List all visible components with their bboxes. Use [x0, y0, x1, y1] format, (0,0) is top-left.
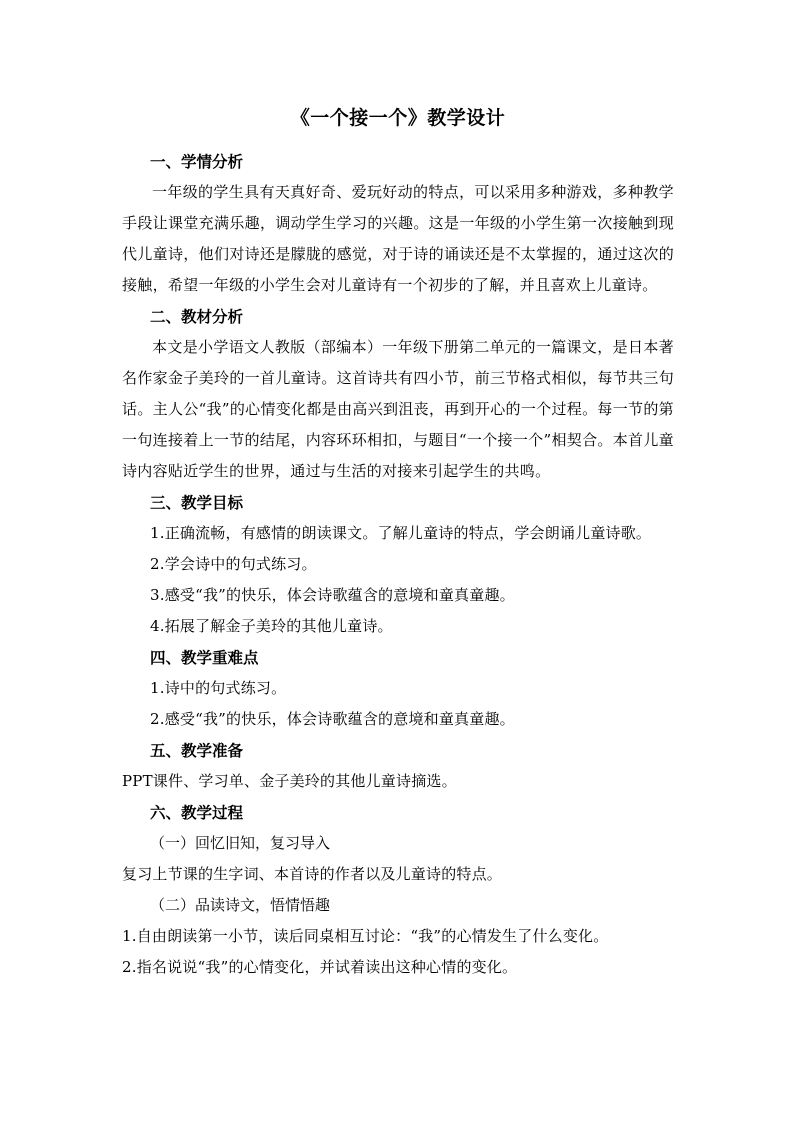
section-heading-material-analysis: 二、教材分析	[150, 307, 244, 326]
section-heading-teaching-goals: 三、教学目标	[150, 493, 244, 512]
process-step-item: 2.指名说说“我”的心情变化，并试着读出这种心情的变化。	[122, 958, 518, 976]
key-point-item: 2.感受“我”的快乐，体会诗歌蕴含的意境和童真童趣。	[150, 710, 515, 728]
section-heading-teaching-process: 六、教学过程	[150, 803, 244, 822]
process-step-item: 1.自由朗读第一小节，读后同桌相互讨论：“我”的心情发生了什么变化。	[122, 927, 609, 945]
key-point-item: 1.诗中的句式练习。	[150, 679, 287, 697]
teaching-goal-item: 1.正确流畅，有感情的朗读课文。了解儿童诗的特点，学会朗诵儿童诗歌。	[150, 524, 652, 542]
teaching-goal-item: 2.学会诗中的句式练习。	[150, 555, 317, 573]
teaching-goal-item: 4.拓展了解金子美玲的其他儿童诗。	[150, 617, 393, 635]
material-analysis-paragraph: 本文是小学语文人教版（部编本）一年级下册第二单元的一篇课文，是日本著名作家金子美玲的一首儿童诗。这首诗共有四小节，前三节格式相似，每节共三句话。主人公“我”的心情变化都是由高兴到沮丧，再到开心的一个过程。每一节的第一句连接着上一节的结尾，内容环环相扣，与题目“一个接一个”相契合。本首儿童诗内容贴近学生的世界，通过与生活的对接来引起学生的共鸣。	[122, 338, 674, 480]
section-heading-learner-analysis: 一、学情分析	[150, 152, 244, 171]
process-subheading-review: （一）回忆旧知，复习导入	[150, 834, 331, 852]
process-subheading-reading: （二）品读诗文，悟情悟趣	[150, 896, 331, 914]
document-title: 《一个接一个》教学设计	[290, 107, 506, 129]
preparation-text: PPT课件、学习单、金子美玲的其他儿童诗摘选。	[122, 772, 457, 790]
section-heading-key-points: 四、教学重难点	[150, 648, 259, 667]
document-page	[122, 104, 674, 983]
process-review-text: 复习上节课的生字词、本首诗的作者以及儿童诗的特点。	[122, 865, 503, 883]
learner-analysis-paragraph: 一年级的学生具有天真好奇、爱玩好动的特点，可以采用多种游戏，多种教学手段让课堂充满乐趣，调动学生学习的兴趣。这是一年级的小学生第一次接触到现代儿童诗，他们对诗还是朦胧的感觉，对于诗的诵读还是不太掌握的，通过这次的接触，希望一年级的小学生会对儿童诗有一个初步的了解，并且喜欢上儿童诗。	[122, 183, 674, 294]
section-heading-preparation: 五、教学准备	[150, 741, 244, 760]
teaching-goal-item: 3.感受“我”的快乐，体会诗歌蕴含的意境和童真童趣。	[150, 586, 515, 604]
